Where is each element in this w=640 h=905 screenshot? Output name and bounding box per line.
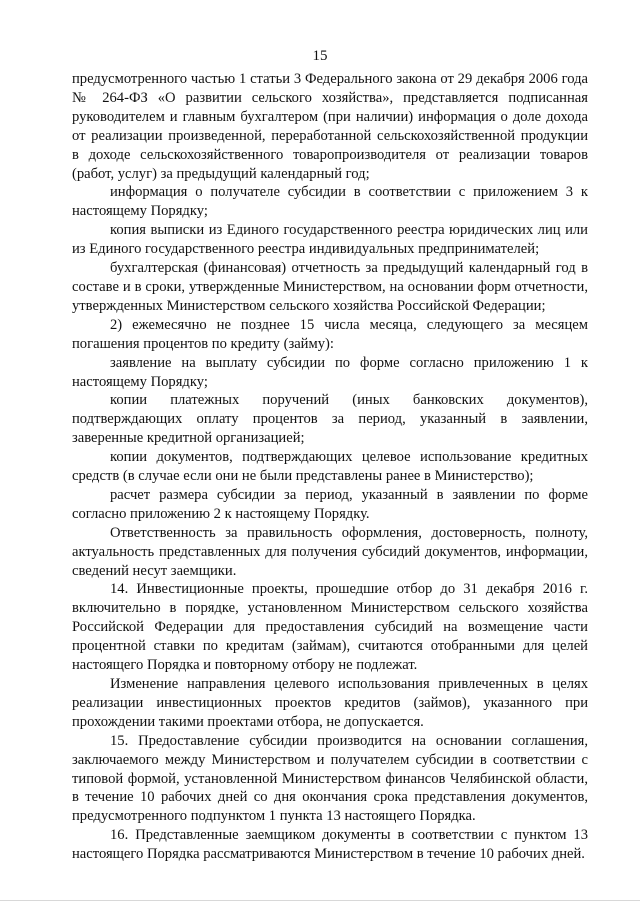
paragraph-13: 15. Предоставление субсидии производится на основании соглашения, заключаемого между Министерством и получателем субсидии в соответствии с типовой формой, установленной Министерством финансов Челябинской области, в течение 10 рабочих дней со дня окончания срока представления документов, предусмотренного подпунктом 1 пункта 13 настоящего Порядка. xyxy=(72,732,588,825)
page-number: 15 xyxy=(312,48,328,64)
paragraph-10: Ответственность за правильность оформления, достоверность, полноту, актуальность представленных для получения субсидий документов, информации, сведений несут заемщики. xyxy=(72,524,588,579)
paragraph-2: информация о получателе субсидии в соответствии с приложением 3 к настоящему Порядку; xyxy=(72,184,588,220)
paragraph-14: 16. Представленные заемщиком документы в соответствии с пунктом 13 настоящего Порядка рассматриваются Министерством в течение 10 рабочих дней. xyxy=(72,827,588,863)
paragraph-3: копия выписки из Единого государственного реестра юридических лиц или из Единого государственного реестра индивидуальных предпринимателей; xyxy=(72,222,588,258)
paragraph-1: предусмотренного частью 1 статьи 3 Федерального закона от 29 декабря 2006 года № 264-ФЗ «О развитии сельского хозяйства», представляется подписанная руководителем и главным бухгалтером (при наличии) информация о доле дохода от реализации произведенной, переработанной сельскохозяйственной продукции в доходе сельскохозяйственного товаропроизводителя от реализации товаров (работ, услуг) за предыдущий календарный год; xyxy=(72,71,588,182)
paragraph-8: копии документов, подтверждающих целевое использование кредитных средств (в случае если они не были представлены ранее в Министерство); xyxy=(72,449,588,485)
paragraph-6: заявление на выплату субсидии по форме согласно приложению 1 к настоящему Порядку; xyxy=(72,354,588,390)
paragraph-12: Изменение направления целевого использования привлеченных в целях реализации инвестиционных проектов кредитов (займов), указанного при прохождении такими проектами отбора, не допускается. xyxy=(72,676,588,730)
paragraph-9: расчет размера субсидии за период, указанный в заявлении по форме согласно приложению 2 к настоящему Порядку. xyxy=(72,486,588,522)
paragraph-7: копии платежных поручений (иных банковских документов), подтверждающих оплату процентов за период, указанный в заявлении, заверенные кредитной организацией; xyxy=(72,392,588,447)
body-text xyxy=(72,70,588,864)
paragraph-11: 14. Инвестиционные проекты, прошедшие отбор до 31 декабря 2016 г. включительно в порядке, установленном Министерством сельского хозяйства Российской Федерации для предоставления субсидий на возмещение части процентной ставки по кредитам (займам), считаются отобранными для целей настоящего Порядка и повторному отбору не подлежат. xyxy=(72,581,588,674)
page-bottom-divider xyxy=(0,900,640,901)
paragraph-4: бухгалтерская (финансовая) отчетность за предыдущий календарный год в составе и в сроки, утвержденные Министерством, на основании форм отчетности, утвержденных Министерством сельского хозяйства Российской Федерации; xyxy=(72,260,588,314)
paragraph-5: 2) ежемесячно не позднее 15 числа месяца, следующего за месяцем погашения процентов по кредиту (займу): xyxy=(72,316,588,352)
